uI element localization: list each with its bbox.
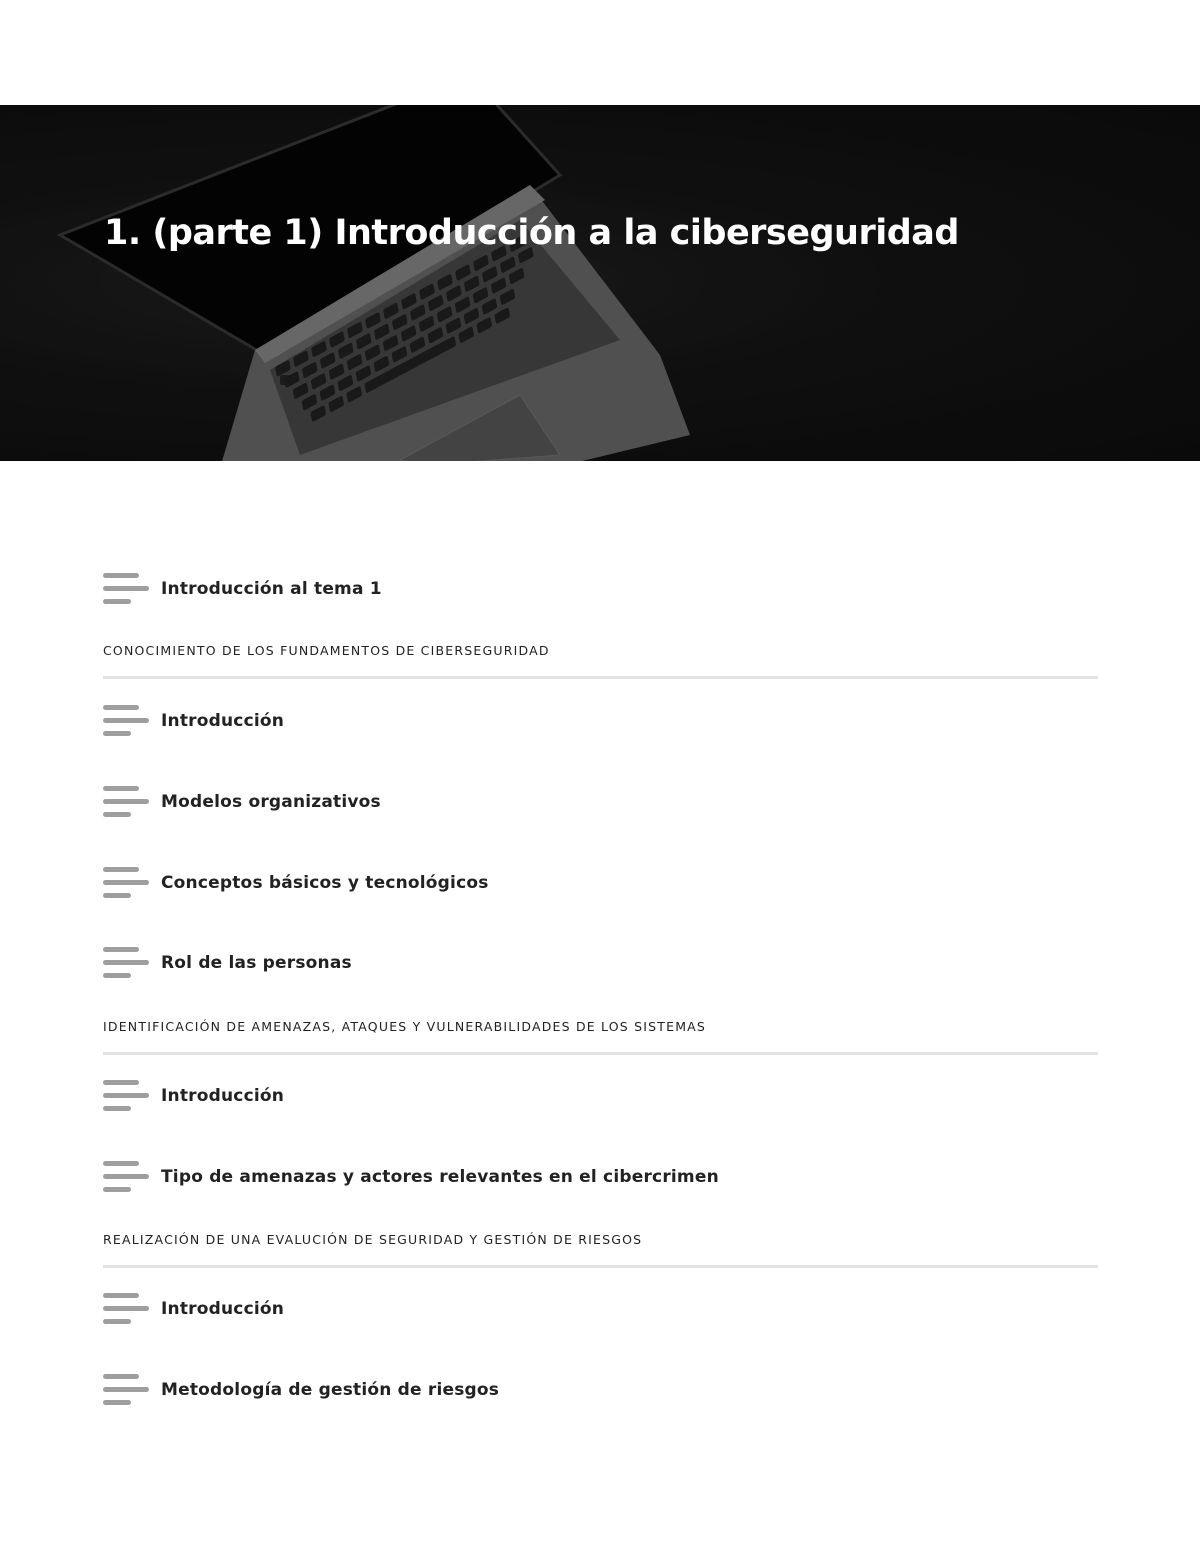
text-lines-icon bbox=[103, 703, 149, 739]
lesson-title: Conceptos básicos y tecnológicos bbox=[161, 873, 489, 893]
lesson-item[interactable] bbox=[103, 560, 1098, 618]
laptop-image bbox=[0, 105, 1200, 461]
lesson-title: Introducción bbox=[161, 711, 285, 731]
lesson-item[interactable] bbox=[103, 692, 1098, 750]
lesson-item[interactable] bbox=[103, 1361, 1098, 1419]
lesson-title: Tipo de amenazas y actores relevantes en el cibercrimen bbox=[161, 1167, 719, 1187]
lesson-title: Rol de las personas bbox=[161, 953, 352, 973]
lesson-item[interactable] bbox=[103, 854, 1098, 912]
lesson-item[interactable] bbox=[103, 1148, 1098, 1206]
text-lines-icon bbox=[103, 945, 149, 981]
lesson-item[interactable] bbox=[103, 934, 1098, 992]
text-lines-icon bbox=[103, 1078, 149, 1114]
page-title: 1. (parte 1) Introducción a la ciberseguridad bbox=[104, 213, 959, 253]
lesson-item[interactable] bbox=[103, 1067, 1098, 1125]
text-lines-icon bbox=[103, 571, 149, 607]
section-header bbox=[103, 1231, 1098, 1268]
section-title: CONOCIMIENTO DE LOS FUNDAMENTOS DE CIBERSEGURIDAD bbox=[103, 643, 550, 658]
lesson-item[interactable] bbox=[103, 773, 1098, 831]
section-header bbox=[103, 1018, 1098, 1055]
lesson-title: Introducción bbox=[161, 1086, 285, 1106]
lesson-item[interactable] bbox=[103, 1280, 1098, 1338]
lesson-title: Introducción bbox=[161, 1299, 285, 1319]
section-title: IDENTIFICACIÓN DE AMENAZAS, ATAQUES Y VULNERABILIDADES DE LOS SISTEMAS bbox=[103, 1019, 707, 1034]
section-title: REALIZACIÓN DE UNA EVALUCIÓN DE SEGURIDAD Y GESTIÓN DE RIESGOS bbox=[103, 1232, 643, 1247]
lesson-title: Introducción al tema 1 bbox=[161, 579, 382, 599]
text-lines-icon bbox=[103, 1291, 149, 1327]
text-lines-icon bbox=[103, 1159, 149, 1195]
text-lines-icon bbox=[103, 784, 149, 820]
text-lines-icon bbox=[103, 1372, 149, 1408]
text-lines-icon bbox=[103, 865, 149, 901]
hero-banner bbox=[0, 105, 1200, 461]
lesson-title: Metodología de gestión de riesgos bbox=[161, 1380, 500, 1400]
section-header bbox=[103, 642, 1098, 679]
lesson-title: Modelos organizativos bbox=[161, 792, 381, 812]
